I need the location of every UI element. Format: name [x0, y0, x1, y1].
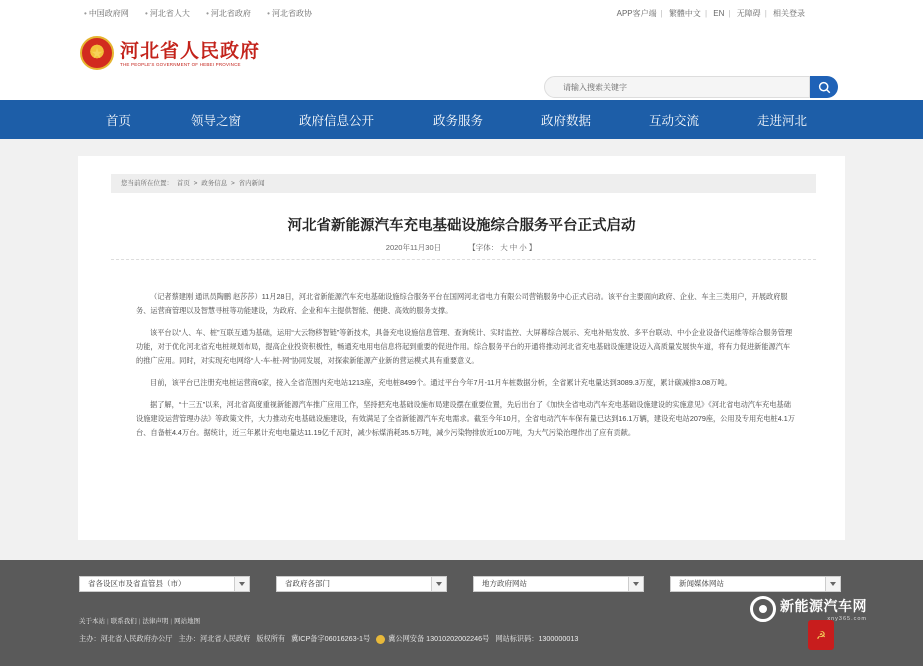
nav-info-disclosure[interactable]: 政府信息公开 — [299, 113, 375, 128]
nav-about-hebei[interactable]: 走进河北 — [757, 113, 808, 128]
select-media-sites[interactable] — [670, 576, 841, 592]
nav-home[interactable]: 首页 — [106, 113, 132, 128]
separator: | — [138, 618, 141, 625]
site-header — [0, 26, 923, 100]
article-paragraph: 目前，该平台已注册充电桩运营商6家，接入全省范围内充电站1213座，充电桩8499个。通过平台今年7月-11月车桩数据分析，全省累计充电量达到3089.3万度，累计碳减排3.08万吨。 — [150, 378, 732, 387]
select-label: 省政府各部门 — [285, 579, 330, 588]
select-city-sites[interactable] — [79, 576, 250, 592]
sitemap-link[interactable]: 网站地图 — [174, 618, 201, 625]
logo-title: 河北省人民政府 — [120, 39, 261, 62]
copyright: 版权所有 — [256, 634, 286, 643]
font-size-medium[interactable]: 中 — [509, 243, 518, 252]
nav-services[interactable]: 政务服务 — [433, 113, 484, 128]
chevron-down-icon — [239, 582, 245, 586]
site-logo[interactable] — [80, 36, 260, 70]
select-label: 省各设区市及省直管县（市） — [88, 579, 186, 588]
app-client-link[interactable]: APP客户端 — [616, 8, 657, 18]
footer-info — [79, 634, 584, 644]
watermark-logo-icon — [750, 596, 776, 622]
logo-subtitle: THE PEOPLE'S GOVERNMENT OF HEBEI PROVINCE — [120, 61, 241, 67]
search-bar — [544, 76, 838, 98]
top-right-links — [613, 8, 805, 19]
top-links — [84, 8, 326, 19]
separator: | — [107, 618, 109, 625]
accessibility-link[interactable]: 无障碍 — [736, 8, 761, 18]
breadcrumb-provincial-news[interactable]: 省内新闻 — [238, 180, 265, 187]
font-size-control — [467, 243, 537, 252]
article-title: 河北省新能源汽车充电基础设施综合服务平台正式启动 — [287, 218, 636, 234]
article-body — [136, 290, 796, 448]
search-input[interactable] — [544, 76, 810, 98]
organizer-office: 主办：河北省人民政府办公厅 — [79, 634, 173, 643]
login-link[interactable]: 相关登录 — [773, 8, 805, 18]
top-utility-bar — [0, 0, 923, 26]
nav-leaders[interactable]: 领导之窗 — [191, 113, 242, 128]
footer-link-selects — [79, 576, 867, 592]
footer-links — [79, 616, 200, 625]
breadcrumb — [111, 174, 816, 193]
logo-text — [120, 40, 260, 67]
national-emblem-icon: ★ — [80, 36, 114, 70]
separator: | — [764, 8, 767, 18]
separator: | — [170, 618, 173, 625]
watermark-url: xny365.com — [827, 616, 867, 622]
contact-link[interactable]: 联系我们 — [110, 618, 137, 625]
publish-date: 2020年11月30日 — [385, 243, 442, 252]
select-local-gov-sites[interactable] — [473, 576, 644, 592]
breadcrumb-separator: > — [193, 180, 198, 187]
top-link-gov-cn[interactable]: • 中国政府网 — [84, 9, 129, 18]
chevron-down-icon — [436, 582, 442, 586]
top-link-cppcc[interactable]: • 河北省政协 — [267, 9, 312, 18]
breadcrumb-gov-info[interactable]: 政务信息 — [201, 180, 228, 187]
font-size-close: 】 — [528, 243, 537, 252]
breadcrumb-prefix: 您当前所在位置： — [121, 180, 173, 187]
site-identifier: 网站标识码：1300000013 — [495, 634, 579, 643]
article-paragraph: （记者蔡建刚 通讯员陶鹏 赵莎莎）11月28日，河北省新能源汽车充电基础设施综合服务平台在国网河北省电力有限公司营销服务中心正式启动。该平台主要面向政府、企业、车主三类用户，开展政府服务、运营商管理以及智慧寻桩等功能建设，为政府、企业和车主提供智能、便捷、高效的服务支撑。 — [136, 292, 788, 315]
separator: | — [660, 8, 663, 18]
top-link-npc[interactable]: • 河北省人大 — [145, 9, 190, 18]
select-label: 新闻媒体网站 — [679, 579, 724, 588]
separator: | — [704, 8, 708, 18]
separator: | — [728, 8, 731, 18]
breadcrumb-home[interactable]: 首页 — [176, 180, 190, 187]
chevron-down-icon — [830, 582, 836, 586]
traditional-chinese-link[interactable]: 繁體中文 — [668, 8, 701, 18]
icp-number[interactable]: 冀ICP备字06016263-1号 — [291, 634, 371, 643]
organizer-gov: 主办：河北省人民政府 — [178, 634, 251, 643]
font-size-small[interactable]: 小 — [519, 243, 527, 252]
watermark-text — [780, 596, 867, 622]
breadcrumb-separator: > — [231, 180, 235, 187]
watermark — [750, 596, 867, 622]
public-security-number[interactable]: 冀公网安备 13010202002246号 — [388, 634, 490, 643]
font-size-label: 【字体： — [468, 243, 499, 252]
search-button[interactable] — [810, 76, 838, 98]
english-link[interactable]: EN — [713, 8, 725, 18]
article-meta — [78, 242, 845, 253]
party-emblem-icon[interactable]: ☭ — [808, 620, 834, 650]
chevron-down-icon — [633, 582, 639, 586]
search-icon — [818, 81, 831, 94]
article-paragraph: 据了解，“十三五”以来，河北省高度重视新能源汽车推广应用工作，坚持把充电基础设施布局建设摆在重要位置，先后出台了《加快全省电动汽车充电基础设施建设的实施意见》《河北省电动汽车充电基础设施建设运营管理办法》等政策文件，大力推动充电基础设施建设，有效满足了全省新能源汽车充电需求。截至今年10月，全省电动汽车车保有量已达到16.1万辆，建设充电站2079座，公用及专用充电桩4.1万台、自备桩4.4万台。据统计，近三年累计充电电量达11.19亿千瓦时，减少标煤消耗35.5万吨，减少污染物排放近100万吨，为大气污染治理作出了应有贡献。 — [136, 400, 795, 437]
main-nav — [0, 100, 923, 139]
nav-interaction[interactable]: 互动交流 — [649, 113, 700, 128]
font-size-large[interactable]: 大 — [500, 243, 508, 252]
legal-link[interactable]: 法律声明 — [142, 618, 169, 625]
about-link[interactable]: 关于本站 — [79, 618, 105, 625]
article-paragraph: 该平台以“人、车、桩”互联互通为基础，运用“大云物移智链”等新技术，具备充电设施信息管理、查询统计、实时监控、大屏幕综合展示、充电补贴发放、多平台联动、中小企业设备代运维等综合服务管理功能，对于优化河北省充电桩规划布局，提高企业投资积极性，畅通充电用电信息将起到重要的促进作用。综合服务平台的开通将推动河北省充电基础设施建设迈入高质量发展快车道，将有力促进新能源汽车的推广应用。同时，对实现充电网络“人-车-桩-网”协同发展，对探索新能源产业新的营运模式具有重要意义。 — [136, 328, 793, 365]
select-label: 地方政府网站 — [482, 579, 527, 588]
divider — [111, 259, 816, 260]
watermark-title: 新能源汽车网 — [780, 598, 867, 614]
police-badge-icon — [376, 635, 385, 644]
top-link-government[interactable]: • 河北省政府 — [206, 9, 251, 18]
article-container — [78, 156, 845, 540]
select-department-sites[interactable] — [276, 576, 447, 592]
nav-data[interactable]: 政府数据 — [541, 113, 592, 128]
